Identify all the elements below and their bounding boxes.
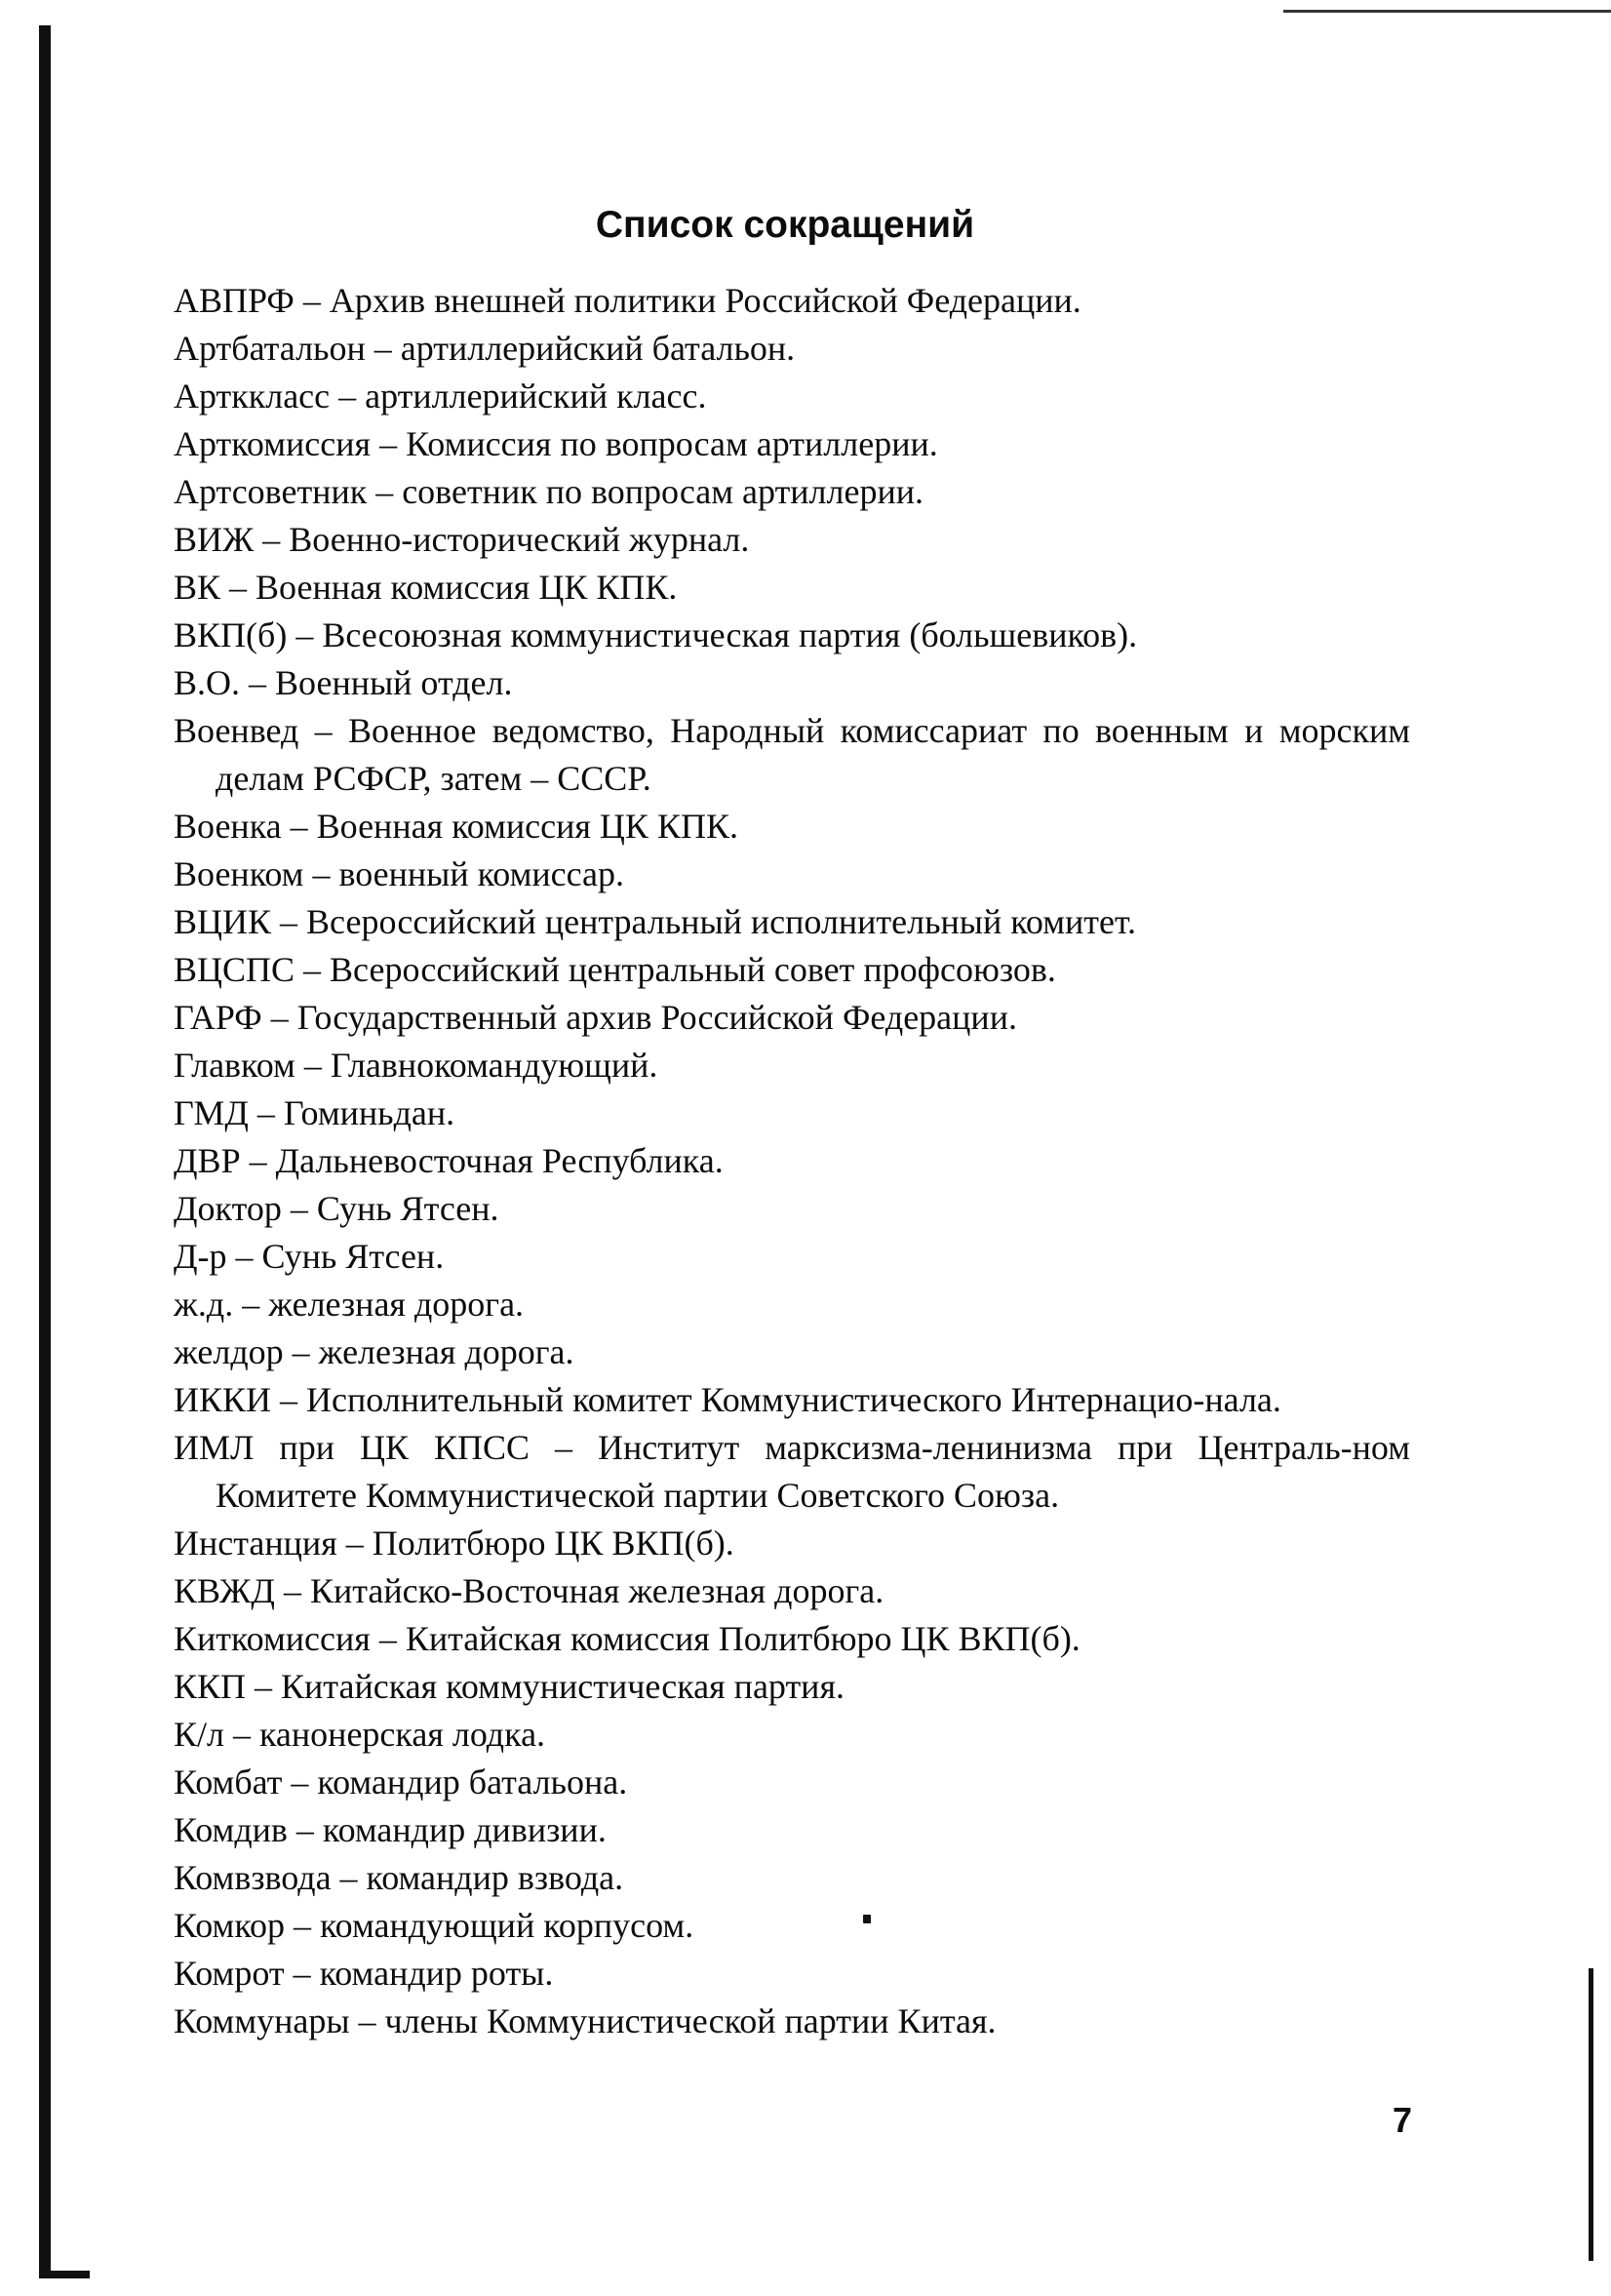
abbreviation-term: Коммунары (174, 2001, 350, 2040)
term-separator: – (226, 1237, 262, 1276)
term-separator: – (530, 1428, 598, 1467)
term-separator: – (284, 1954, 320, 1993)
abbreviation-definition: Сунь Ятсен. (261, 1237, 445, 1276)
abbreviation-term: ВЦИК (174, 902, 272, 941)
page-title: Список сокращений (595, 204, 975, 246)
list-item (174, 420, 1410, 468)
term-separator: – (254, 520, 290, 559)
list-item (174, 1424, 1410, 1520)
term-separator: – (294, 281, 330, 320)
abbreviation-term: Артсоветник (174, 472, 368, 511)
term-separator: – (223, 1715, 259, 1754)
abbreviation-definition: артиллерийский класс. (365, 376, 707, 416)
list-item (174, 659, 1410, 707)
abbreviation-definition: командир батальона. (317, 1762, 628, 1801)
abbreviation-term: ВЦСПС (174, 950, 295, 989)
abbreviation-definition: Военный отдел. (275, 663, 513, 702)
abbreviation-definition: Главнокомандующий. (330, 1046, 658, 1085)
scan-edge-left (39, 25, 51, 2278)
term-separator: – (295, 1046, 331, 1085)
term-separator: – (365, 329, 401, 368)
term-separator: – (240, 1141, 276, 1180)
list-item (174, 1137, 1410, 1185)
abbreviation-term: Инстанция (174, 1524, 337, 1563)
abbreviation-definition: Всероссийский центральный исполнительный комитет. (306, 902, 1137, 941)
abbreviation-term: Доктор (174, 1189, 282, 1228)
abbreviation-definition: Военная комиссия ЦК КПК. (316, 807, 738, 846)
list-item (174, 1615, 1410, 1663)
abbreviation-term: В.О. (174, 663, 241, 702)
abbreviation-term: Артккласс (174, 376, 331, 416)
abbreviation-term: ИККИ (174, 1380, 272, 1419)
list-item (174, 1042, 1410, 1089)
list-item (174, 1089, 1410, 1137)
abbreviation-definition: Дальневосточная Республика. (275, 1141, 724, 1180)
abbreviation-definition: Военно-исторический журнал. (289, 520, 750, 559)
term-separator: – (287, 1810, 323, 1849)
list-item (174, 564, 1410, 612)
abbreviation-term: Комдив (174, 1810, 288, 1849)
abbreviation-term: ГМД (174, 1093, 249, 1132)
term-separator: – (331, 1858, 367, 1897)
abbreviation-term: Главком (174, 1046, 295, 1085)
abbreviation-term: Военком (174, 854, 304, 893)
abbreviation-term: Комрот (174, 1954, 285, 1993)
list-item (174, 1328, 1410, 1376)
term-separator: – (281, 807, 317, 846)
list-item (174, 803, 1410, 851)
abbreviation-term: ВИЖ (174, 520, 255, 559)
abbreviation-term: ж.д. (174, 1285, 234, 1324)
term-separator: – (282, 1762, 318, 1801)
abbreviation-definition: Китайская коммунистическая партия. (281, 1667, 845, 1706)
abbreviation-definition: члены Коммунистической партии Китая. (384, 2001, 997, 2040)
abbreviation-term: Артбатальон (174, 329, 366, 368)
abbreviation-term: Арткомиссия (174, 424, 372, 463)
list-item (174, 1376, 1410, 1424)
abbreviation-definition: Всесоюзная коммунистическая партия (большевиков). (322, 615, 1138, 654)
term-separator: – (370, 1619, 406, 1658)
term-separator: – (371, 424, 407, 463)
page-number: 7 (1392, 2100, 1412, 2140)
abbreviation-term: Военка (174, 807, 282, 846)
term-separator: – (271, 1380, 307, 1419)
term-separator: – (220, 568, 256, 607)
abbreviation-definition: Китайско-Восточная железная дорога. (309, 1571, 884, 1610)
scan-edge-left-foot (39, 2271, 90, 2278)
abbreviation-term: ИМЛ при ЦК КПСС (174, 1428, 530, 1467)
list-item (174, 1998, 1410, 2045)
list-item (174, 1759, 1410, 1806)
term-separator: – (367, 472, 403, 511)
abbreviation-term: КВЖД (174, 1571, 275, 1610)
term-separator: – (330, 376, 366, 416)
abbreviation-term: ДВР (174, 1141, 241, 1180)
list-item (174, 1950, 1410, 1998)
term-separator: – (248, 1093, 284, 1132)
abbreviation-definition: Гоминьдан. (283, 1093, 455, 1132)
term-separator: – (246, 1667, 282, 1706)
list-item (174, 1902, 1410, 1950)
abbreviation-definition: Комиссия по вопросам артиллерии. (406, 424, 938, 463)
abbreviation-definition: канонерская лодка. (258, 1715, 546, 1754)
term-separator: – (349, 2001, 385, 2040)
abbreviation-term: ГАРФ (174, 998, 262, 1037)
abbreviation-term: АВПРФ (174, 281, 295, 320)
abbreviation-term: ККП (174, 1667, 247, 1706)
list-item (174, 1281, 1410, 1328)
term-separator: – (233, 1285, 269, 1324)
abbreviation-term: Д-р (174, 1237, 227, 1276)
list-item (174, 1854, 1410, 1902)
term-separator: – (287, 615, 323, 654)
abbreviation-term: Комкор (174, 1906, 285, 1945)
list-item (174, 898, 1410, 946)
abbreviation-term: желдор (174, 1332, 284, 1371)
list-item (174, 1567, 1410, 1615)
list-item (174, 516, 1410, 564)
term-separator: – (298, 711, 349, 750)
list-item (174, 1233, 1410, 1281)
list-item (174, 707, 1410, 803)
term-separator: – (281, 1189, 317, 1228)
list-item (174, 1663, 1410, 1711)
abbreviation-definition: военный комиссар. (338, 854, 625, 893)
term-separator: – (284, 1906, 320, 1945)
list-item (174, 1806, 1410, 1854)
abbreviation-definition: Китайская комиссия Политбюро ЦК ВКП(б). (405, 1619, 1081, 1658)
term-separator: – (303, 854, 339, 893)
list-item (174, 325, 1410, 373)
abbreviation-definition: Военное ведомство, Народный комиссариат по военным и морским делам РСФСР, затем – СССР. (216, 711, 1410, 798)
list-item (174, 1185, 1410, 1233)
abbreviation-definition: командир дивизии. (322, 1810, 607, 1849)
abbreviation-definition: советник по вопросам артиллерии. (402, 472, 923, 511)
abbreviation-term: Комбат (174, 1762, 283, 1801)
term-separator: – (283, 1332, 319, 1371)
abbreviation-definition: Военная комиссия ЦК КПК. (255, 568, 678, 607)
term-separator: – (271, 902, 307, 941)
abbreviation-definition: железная дорога. (268, 1285, 525, 1324)
abbreviation-definition: командир взвода. (366, 1858, 624, 1897)
abbreviation-definition: Всероссийский центральный совет профсоюзов. (330, 950, 1056, 989)
term-separator: – (240, 663, 276, 702)
term-separator: – (261, 998, 297, 1037)
list-item (174, 612, 1410, 659)
abbreviation-definition: Архив внешней политики Российской Федерации. (329, 281, 1081, 320)
list-item (174, 1711, 1410, 1759)
term-separator: – (274, 1571, 310, 1610)
abbreviation-definition: командир роты. (319, 1954, 554, 1993)
scan-edge-right (1589, 1968, 1593, 2261)
term-separator: – (336, 1524, 373, 1563)
abbreviation-definition: Политбюро ЦК ВКП(б). (372, 1524, 734, 1563)
abbreviation-term: Киткомиссия (174, 1619, 371, 1658)
term-separator: – (295, 950, 331, 989)
list-item (174, 946, 1410, 994)
abbreviation-term: Комвзвода (174, 1858, 332, 1897)
scan-edge-top (1283, 10, 1611, 13)
list-item (174, 994, 1410, 1042)
abbreviation-term: ВК (174, 568, 221, 607)
abbreviation-list (174, 277, 1410, 2045)
abbreviation-term: К/л (174, 1715, 224, 1754)
abbreviation-term: Военвед (174, 711, 299, 750)
abbreviation-definition: артиллерийский батальон. (400, 329, 796, 368)
list-item (174, 468, 1410, 516)
list-item (174, 277, 1410, 325)
abbreviation-definition: Сунь Ятсен. (316, 1189, 499, 1228)
abbreviation-definition: Институт марксизма-ленинизма при Централь-ном Комитете Коммунистической партии Советского Союза. (216, 1428, 1410, 1515)
abbreviation-definition: железная дорога. (318, 1332, 574, 1371)
abbreviation-definition: Исполнительный комитет Коммунистического Интернацио-нала. (306, 1380, 1281, 1419)
list-item (174, 1520, 1410, 1567)
list-item (174, 373, 1410, 420)
list-item (174, 851, 1410, 898)
abbreviation-definition: командующий корпусом. (319, 1906, 694, 1945)
abbreviation-term: ВКП(б) (174, 615, 288, 654)
abbreviation-definition: Государственный архив Российской Федерации. (296, 998, 1017, 1037)
